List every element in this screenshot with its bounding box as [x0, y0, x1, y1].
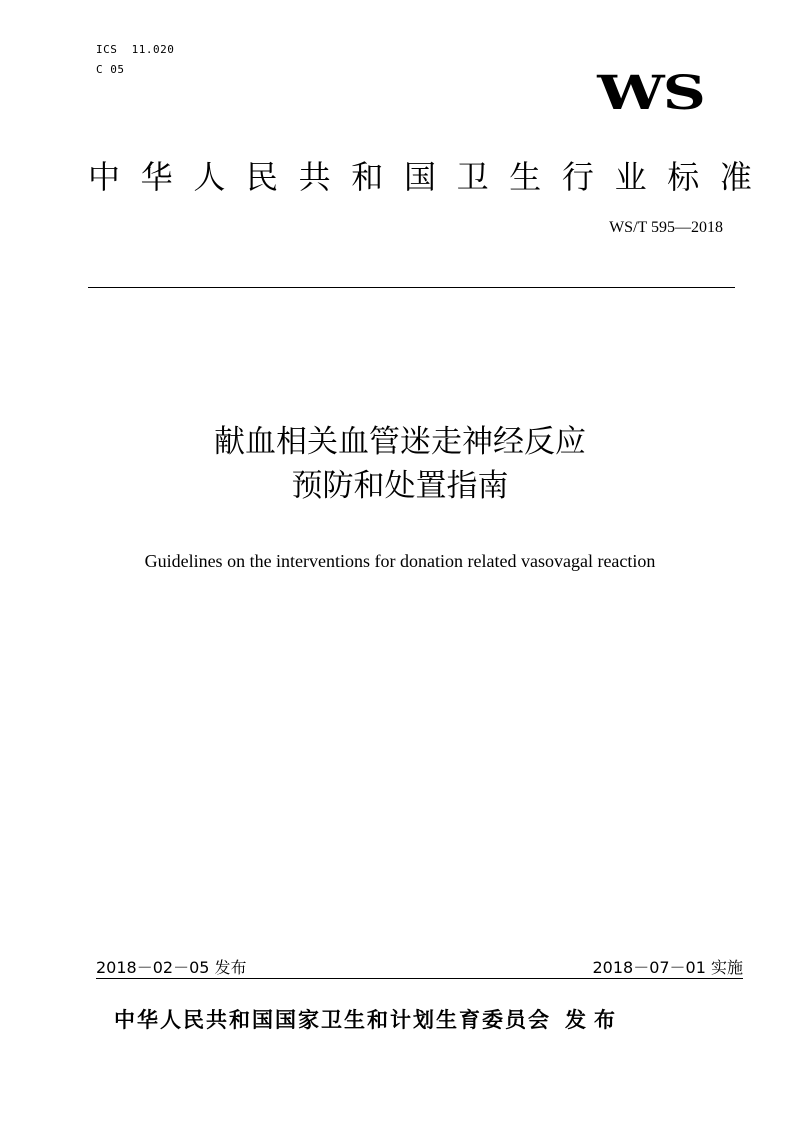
issuer-action: 发布 [565, 1008, 623, 1032]
title-zh-line1: 献血相关血管迷走神经反应 [214, 424, 586, 460]
footer-divider [96, 978, 743, 979]
release-date: 2018－02－05 发布 [96, 958, 247, 977]
category-char: 人 [193, 158, 226, 196]
category-char: 民 [245, 158, 278, 196]
category-char: 标 [667, 158, 700, 196]
category-char: 准 [719, 158, 752, 196]
standard-category [88, 154, 752, 200]
ws-logo: WS [597, 65, 704, 121]
category-char: 业 [614, 158, 647, 196]
ics-code: ICS 11.020 [96, 43, 175, 56]
issuer-name: 中华人民共和国国家卫生和计划生育委员会 [114, 1008, 551, 1032]
category-char: 行 [561, 158, 594, 196]
category-char: 生 [509, 158, 542, 196]
ccs-code: C 05 [96, 63, 125, 76]
category-char: 共 [298, 158, 331, 196]
title-en: Guidelines on the interventions for donation related vasovagal reaction [144, 551, 656, 571]
category-char: 和 [351, 158, 384, 196]
title-zh-line2: 预防和处置指南 [291, 468, 509, 504]
category-char: 中 [88, 158, 121, 196]
category-char: 华 [140, 158, 173, 196]
implement-date: 2018－07－01 实施 [592, 958, 743, 977]
document-title [0, 420, 800, 508]
category-char: 卫 [456, 158, 489, 196]
classification-codes [96, 40, 174, 80]
issuer [114, 1004, 623, 1036]
category-char: 国 [403, 158, 436, 196]
header-divider [88, 287, 735, 288]
standard-number: WS/T 595—2018 [609, 219, 723, 236]
